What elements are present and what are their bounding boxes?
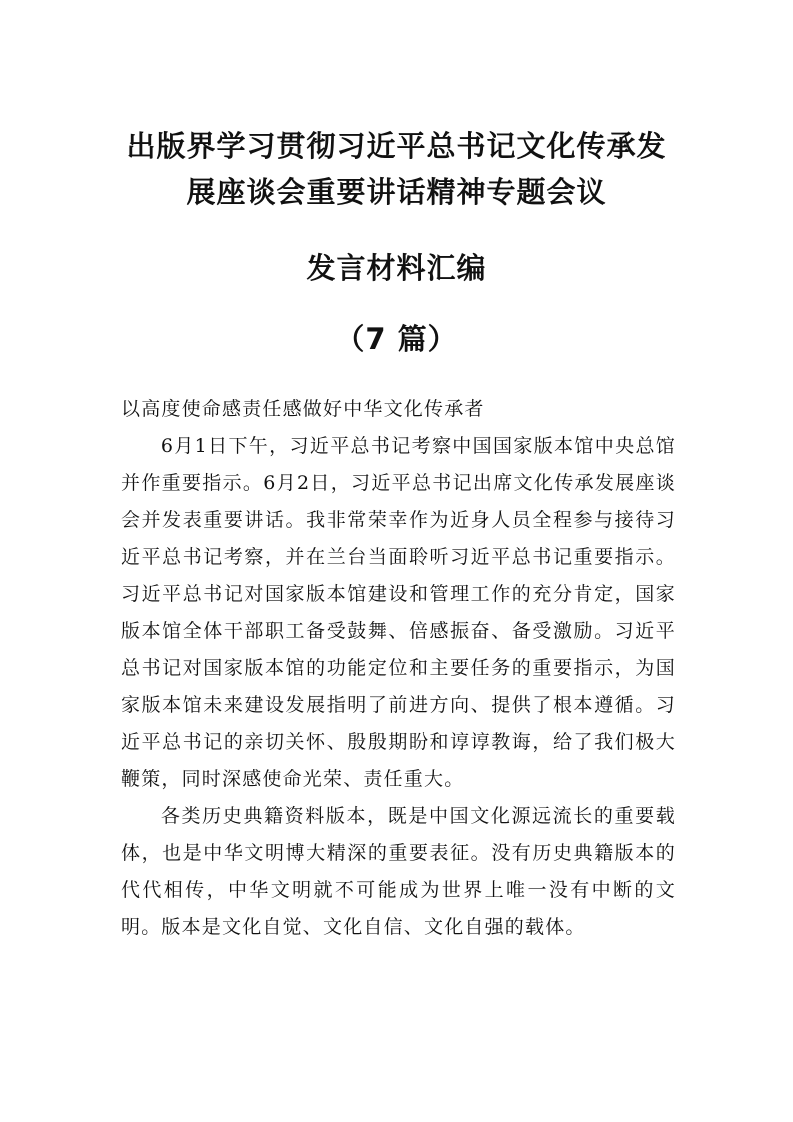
document-title-line-2: 展座谈会重要讲话精神专题会议 — [186, 175, 607, 209]
article-subtitle: 以高度使命感责任感做好中华文化传承者 — [121, 398, 485, 420]
document-title-count: （7 篇） — [335, 322, 458, 356]
document-title-line-1: 出版界学习贯彻习近平总书记文化传承发 — [126, 129, 667, 163]
document-body — [121, 391, 676, 946]
document-title-line-3: 发言材料汇编 — [306, 251, 487, 285]
body-paragraph-2: 各类历史典籍资料版本，既是中国文化源远流长的重要载体，也是中华文明博大精深的重要表征。没有历史典籍版本的代代相传，中华文明就不可能成为世界上唯一没有中断的文明。版本是文化自觉、文化自信、文化自强的载体。 — [121, 805, 676, 938]
body-paragraph-1: 6月1日下午，习近平总书记考察中国国家版本馆中央总馆并作重要指示。6月2日，习近平总书记出席文化传承发展座谈会并发表重要讲话。我非常荣幸作为近身人员全程参与接待习近平总书记考察，并在兰台当面聆听习近平总书记重要指示。习近平总书记对国家版本馆建设和管理工作的充分肯定，国家版本馆全体干部职工备受鼓舞、倍感振奋、备受激励。习近平总书记对国家版本馆的功能定位和主要任务的重要指示，为国家版本馆未来建设发展指明了前进方向、提供了根本遵循。习近平总书记的亲切关怀、殷殷期盼和谆谆教诲，给了我们极大鞭策，同时深感使命光荣、责任重大。 — [121, 435, 676, 790]
